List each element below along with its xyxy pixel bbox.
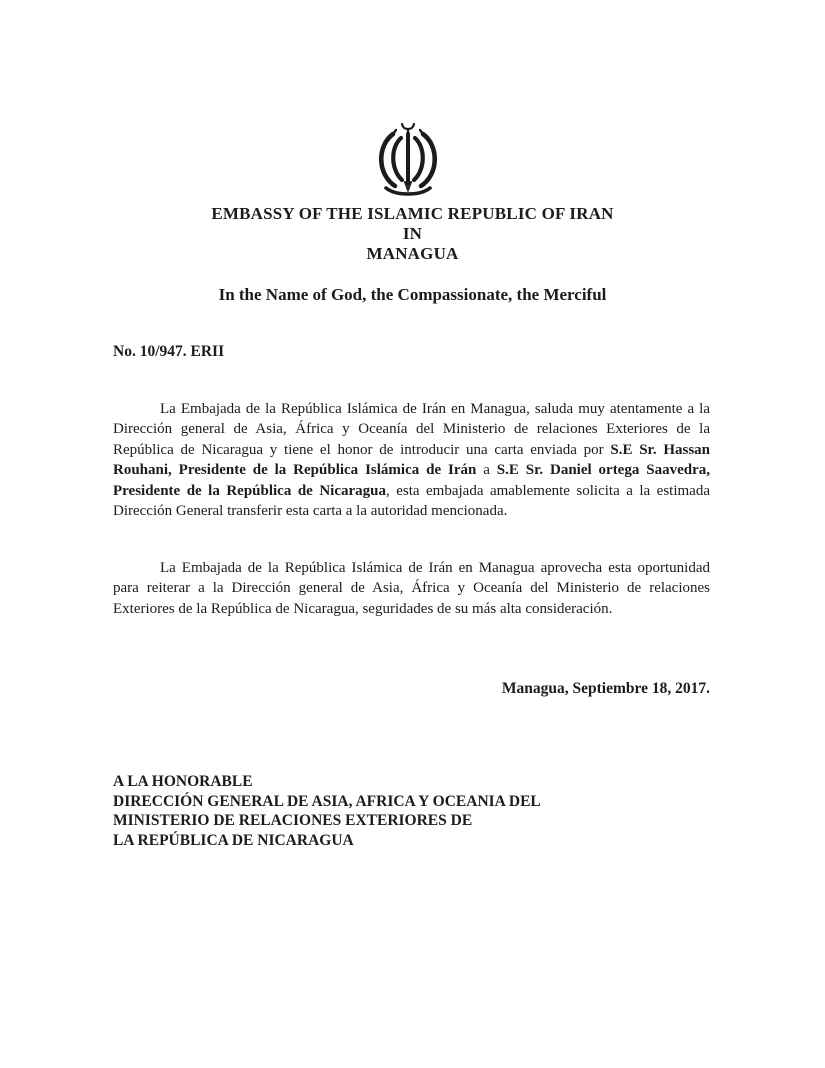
addressee-line: A LA HONORABLE [113, 773, 253, 790]
paragraph-1-recipient: S.E Sr. Daniel ortega Saavedra, Presidente de la República de Nicaragua [113, 462, 710, 499]
body-paragraph-2: La Embajada de la República Islámica de Irán en Managua aprovecha esta oportunidad para reiterar a la Dirección general de Asia, África y Oceanía del Ministerio de relaciones Exteriores de la República de Nicaragua, seguridades de su más alta consideración. [113, 560, 710, 617]
paragraph-1-text-a: La Embajada de la República Islámica de Irán en Managua, saluda muy atentamente a la Dirección general de Asia, África y Oceanía del Ministerio de relaciones Exteriores de la República de Nicaragua y tiene el honor de introducir una carta enviada por [113, 401, 710, 458]
iran-emblem-icon [372, 118, 444, 200]
embassy-city: MANAGUA [366, 244, 459, 263]
paragraph-1-sender: S.E Sr. Hassan Rouhani, Presidente de la República Islámica de Irán [113, 441, 711, 479]
addressee-line: DIRECCIÓN GENERAL DE ASIA, AFRICA Y OCEANIA DEL [113, 792, 541, 810]
letter-date: Managua, Septiembre 18, 2017. [501, 680, 710, 697]
addressee-line: MINISTERIO DE RELACIONES EXTERIORES DE [113, 812, 473, 830]
invocation: In the Name of God, the Compassionate, the Merciful [218, 285, 607, 304]
body-paragraph-1 [113, 399, 710, 521]
paragraph-1-text-c: , esta embajada amablemente solicita a la estimada Dirección General transferir esta carta a la autoridad mencionada. [113, 482, 710, 520]
reference-number: No. 10/947. ERII [113, 343, 225, 360]
embassy-title: EMBASSY OF THE ISLAMIC REPUBLIC OF IRAN [211, 204, 614, 223]
embassy-title-in: IN [402, 224, 423, 243]
addressee-line: LA REPÚBLICA DE NICARAGUA [113, 831, 354, 849]
paragraph-1-text-b: a [476, 462, 497, 479]
addressee-block [113, 772, 541, 850]
